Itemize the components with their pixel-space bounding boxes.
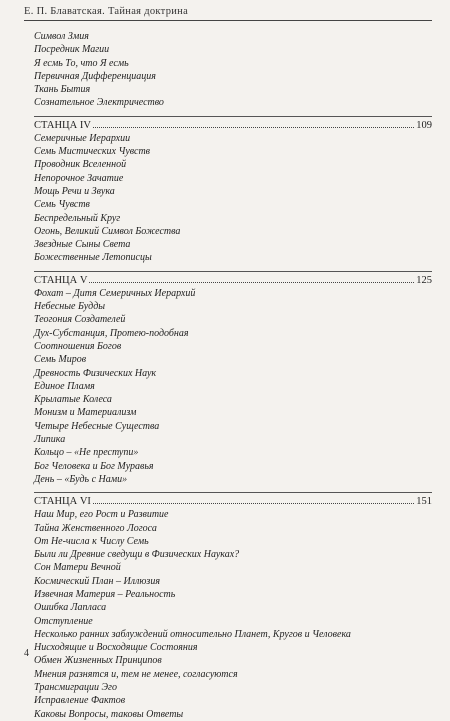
table-of-contents [34,30,432,721]
toc-entry: Были ли Древние сведущи в Физических Науках? [34,549,240,561]
toc-entry: Крылатые Колеса [34,394,112,406]
toc-entry: День – «Будь с Нами» [34,473,128,485]
toc-entry: Огонь, Великий Символ Божества [34,225,181,237]
toc-entry: Божественные Летописцы [34,252,152,264]
toc-entry: Мнения разнятся и, тем не менее, согласуются [34,668,238,680]
stanza-page-number: 125 [416,274,432,286]
toc-entry: Исправление Фактов [34,695,126,707]
toc-entry: Единое Пламя [34,380,95,392]
toc-entry: Отступление [34,615,93,627]
stanza-heading [34,271,432,287]
toc-entry: Липика [34,434,66,446]
leader-dots [93,127,414,128]
stanza-heading [34,492,432,508]
stanza-page-number: 151 [416,496,432,508]
toc-entry: Дух-Субстанция, Протею-подобная [34,327,189,339]
toc-entry: Бог Человека и Бог Муравья [34,460,154,472]
toc-section [34,492,432,721]
toc-entry: Семеричные Иерархии [34,132,131,144]
toc-entry: Сон Матери Вечной [34,562,121,574]
running-header: Е. П. Блаватская. Тайная доктрина [24,6,432,21]
toc-entry: Небесные Будды [34,301,106,313]
toc-entry: Соотношения Богов [34,340,122,352]
toc-section [34,116,432,265]
toc-entry: Ткань Бытия [34,84,91,96]
toc-entry: Символ Змия [34,31,89,42]
toc-entry: Древность Физических Наук [34,367,157,379]
toc-entry: Семь Мистических Чувств [34,146,151,158]
toc-entry: Четыре Небесные Существа [34,420,160,432]
stanza-title: СТАНЦА VI [34,496,91,508]
stanza-title: СТАНЦА IV [34,119,91,131]
toc-section [34,271,432,486]
toc-entry: Обмен Жизненных Принципов [34,655,162,667]
toc-entry: Сознательное Электричество [34,97,164,109]
stanza-title: СТАНЦА V [34,274,88,286]
toc-entry: Первичная Дифференциация [34,70,156,82]
toc-entry: Ошибка Лапласа [34,602,107,614]
toc-entry: Нисходящие и Восходящие Состояния [34,642,198,654]
toc-entry: Теогония Создателей [34,314,126,326]
toc-entry: Космический План – Иллюзия [34,575,160,587]
stanza-page-number: 109 [416,119,432,131]
toc-entry: Несколько ранних заблуждений относительно Планет, Кругов и Человека [34,628,351,640]
toc-entry: Каковы Вопросы, таковы Ответы [34,708,184,720]
toc-entry: Мощь Речи и Звука [34,185,115,197]
leader-dots [93,503,414,504]
page-number: 4 [24,648,29,659]
leader-dots [89,282,414,283]
toc-entry: Семь Миров [34,354,87,366]
toc-section [34,30,432,110]
toc-entry: Извечная Материя – Реальность [34,588,176,600]
toc-entry: Непорочное Зачатие [34,172,124,184]
toc-entry: Фохат – Дитя Семеричных Иерархий [34,287,196,299]
toc-entry: Тайна Женственного Логоса [34,522,157,534]
toc-entry: Звездные Сыны Света [34,239,131,251]
toc-entry: Семь Чувств [34,199,90,211]
toc-entry: Трансмиграции Эго [34,682,117,694]
toc-entry: Посредник Магии [34,44,110,56]
toc-entry: Беспредельный Круг [34,212,121,224]
toc-entry: Монизм и Материализм [34,407,137,419]
toc-entry: Наш Мир, его Рост и Развитие [34,509,169,521]
toc-entry: Проводник Вселенной [34,159,127,171]
toc-entry: От Не-числа к Числу Семь [34,535,149,547]
stanza-heading [34,116,432,132]
toc-entry: Кольцо – «Не преступи» [34,447,139,459]
toc-entry: Я есмь То, что Я есмь [34,57,129,69]
